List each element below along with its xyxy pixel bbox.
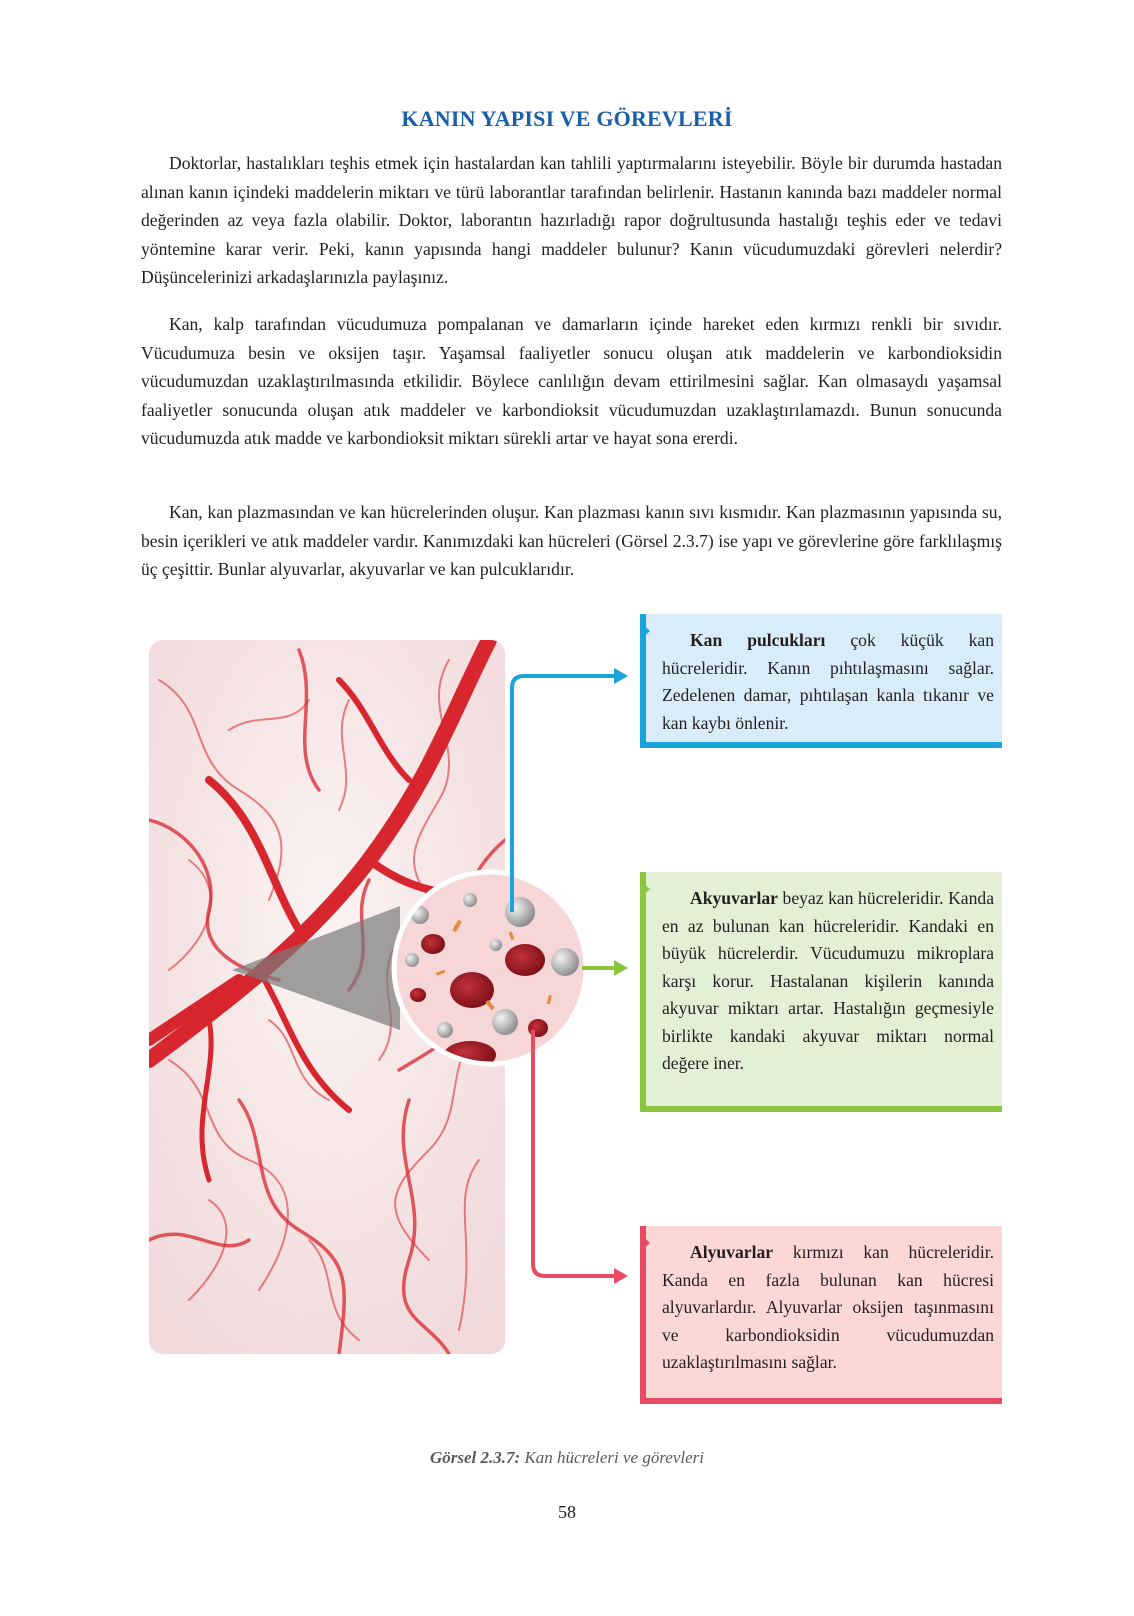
white-blood-cell xyxy=(551,948,579,976)
platelet xyxy=(547,995,552,1004)
intro-paragraph: Doktorlar, hastalıkları teşhis etmek için hastalardan kan tahlili yaptırmalarını isteyebilir. Böyle bir durumda hastadan alınan kanın içindeki maddelerin miktarı ve türü laborantlar tarafından belirlenir. Hastanın kanında bazı maddeler normal değerinden az veya fazla olabilir. Doktor, laborantın hazırladığı rapor doğrultusunda hastalığı teşhis eder ve tedavi yöntemine karar verir. Peki, kanın yapısında hangi maddeler bulunur? Kanın vücudumuzdaki görevleri nelerdir? Düşüncelerinizi arkadaşlarınızla paylaşınız. xyxy=(141,153,1002,288)
platelets-connector xyxy=(512,676,616,912)
box-tab-marker xyxy=(640,1234,650,1252)
blood-definition-paragraph: Kan, kalp tarafından vücudumuza pompalanan ve damarların içinde hareket eden kırmızı renkli bir sıvıdır. Vücudumuza besin ve oksijen taşır. Yaşamsal faaliyetler sonucu oluşan atık maddelerin ve karbondioksidin vücudumuzdan uzaklaştırılmasında etkilidir. Böylece canlılığın devam ettirilmesini sağlar. Kan olmasaydı yaşamsal faaliyetler sonucunda oluşan atık maddeler ve karbondioksit vücudumuzdan uzaklaştırılamazdı. Bunun sonucunda vücudumuzda atık madde ve karbondioksit miktarı sürekli artar ve hayat sona ererdi. xyxy=(141,314,1002,449)
platelets-info-box xyxy=(640,614,1002,748)
white-blood-cell xyxy=(530,1050,550,1070)
box-tab-marker xyxy=(640,622,650,640)
platelets-term: Kan pulcukları xyxy=(690,630,826,650)
caption-text: Kan hücreleri ve görevleri xyxy=(520,1448,704,1467)
white-cells-description: beyaz kan hücreleridir. Kanda en az bulunan kan hücreleridir. Kandaki en büyük hücrelerdir. Vücudumuzu mikroplara karşı korur. Hastalanan kişilerin kanında akyuvar miktarı artar. Hastalığın geçmesiyle birlikte kandaki akyuvar miktarı normal değere iner. xyxy=(662,888,994,1073)
blood-composition-paragraph: Kan, kan plazmasından ve kan hücrelerinden oluşur. Kan plazması kanın sıvı kısmıdır. Kan plazmasının yapısında su, besin içerikleri ve atık maddeler vardır. Kanımızdaki kan hücreleri (Görsel 2.3.7) ise yapı ve görevlerine göre farklılaşmış üç çeşittir. Bunlar alyuvarlar, akyuvarlar ve kan pulcuklarıdır. xyxy=(141,502,1002,580)
section-title: KANIN YAPISI VE GÖREVLERİ xyxy=(401,106,733,131)
box-tab-marker xyxy=(640,880,650,898)
blood-vessels-photo xyxy=(149,640,505,1354)
white-blood-cell xyxy=(505,897,535,927)
red-blood-cell xyxy=(528,1019,548,1037)
platelets-description: çok küçük kan hücreleridir. Kanın pıhtılaşmasını sağlar. Zedelenen damar, pıhtılaşan kanla tıkanır ve kan kaybı önlenir. xyxy=(662,630,995,733)
red-cells-connector xyxy=(533,1030,616,1276)
red-cells-info-box xyxy=(640,1226,1002,1404)
platelets-arrowhead xyxy=(614,668,628,684)
caption-label: Görsel 2.3.7: xyxy=(430,1448,521,1467)
red-cells-description: kırmızı kan hücreleridir. Kanda en fazla bulunan kan hücresi alyuvarlardır. Alyuvarlar oksijen taşınmasını ve karbondioksidin vücudumuzdan uzaklaştırılmasını sağlar. xyxy=(662,1242,994,1372)
figure-caption xyxy=(0,1448,1134,1468)
white-cells-info-box xyxy=(640,872,1002,1112)
red-cells-arrowhead xyxy=(614,1268,628,1284)
red-blood-cell xyxy=(505,944,545,976)
red-cells-term: Alyuvarlar xyxy=(690,1242,774,1262)
white-cells-term: Akyuvarlar xyxy=(690,888,778,908)
white-cells-arrowhead xyxy=(614,960,628,976)
platelet xyxy=(509,932,515,941)
page-number: 58 xyxy=(558,1502,576,1522)
